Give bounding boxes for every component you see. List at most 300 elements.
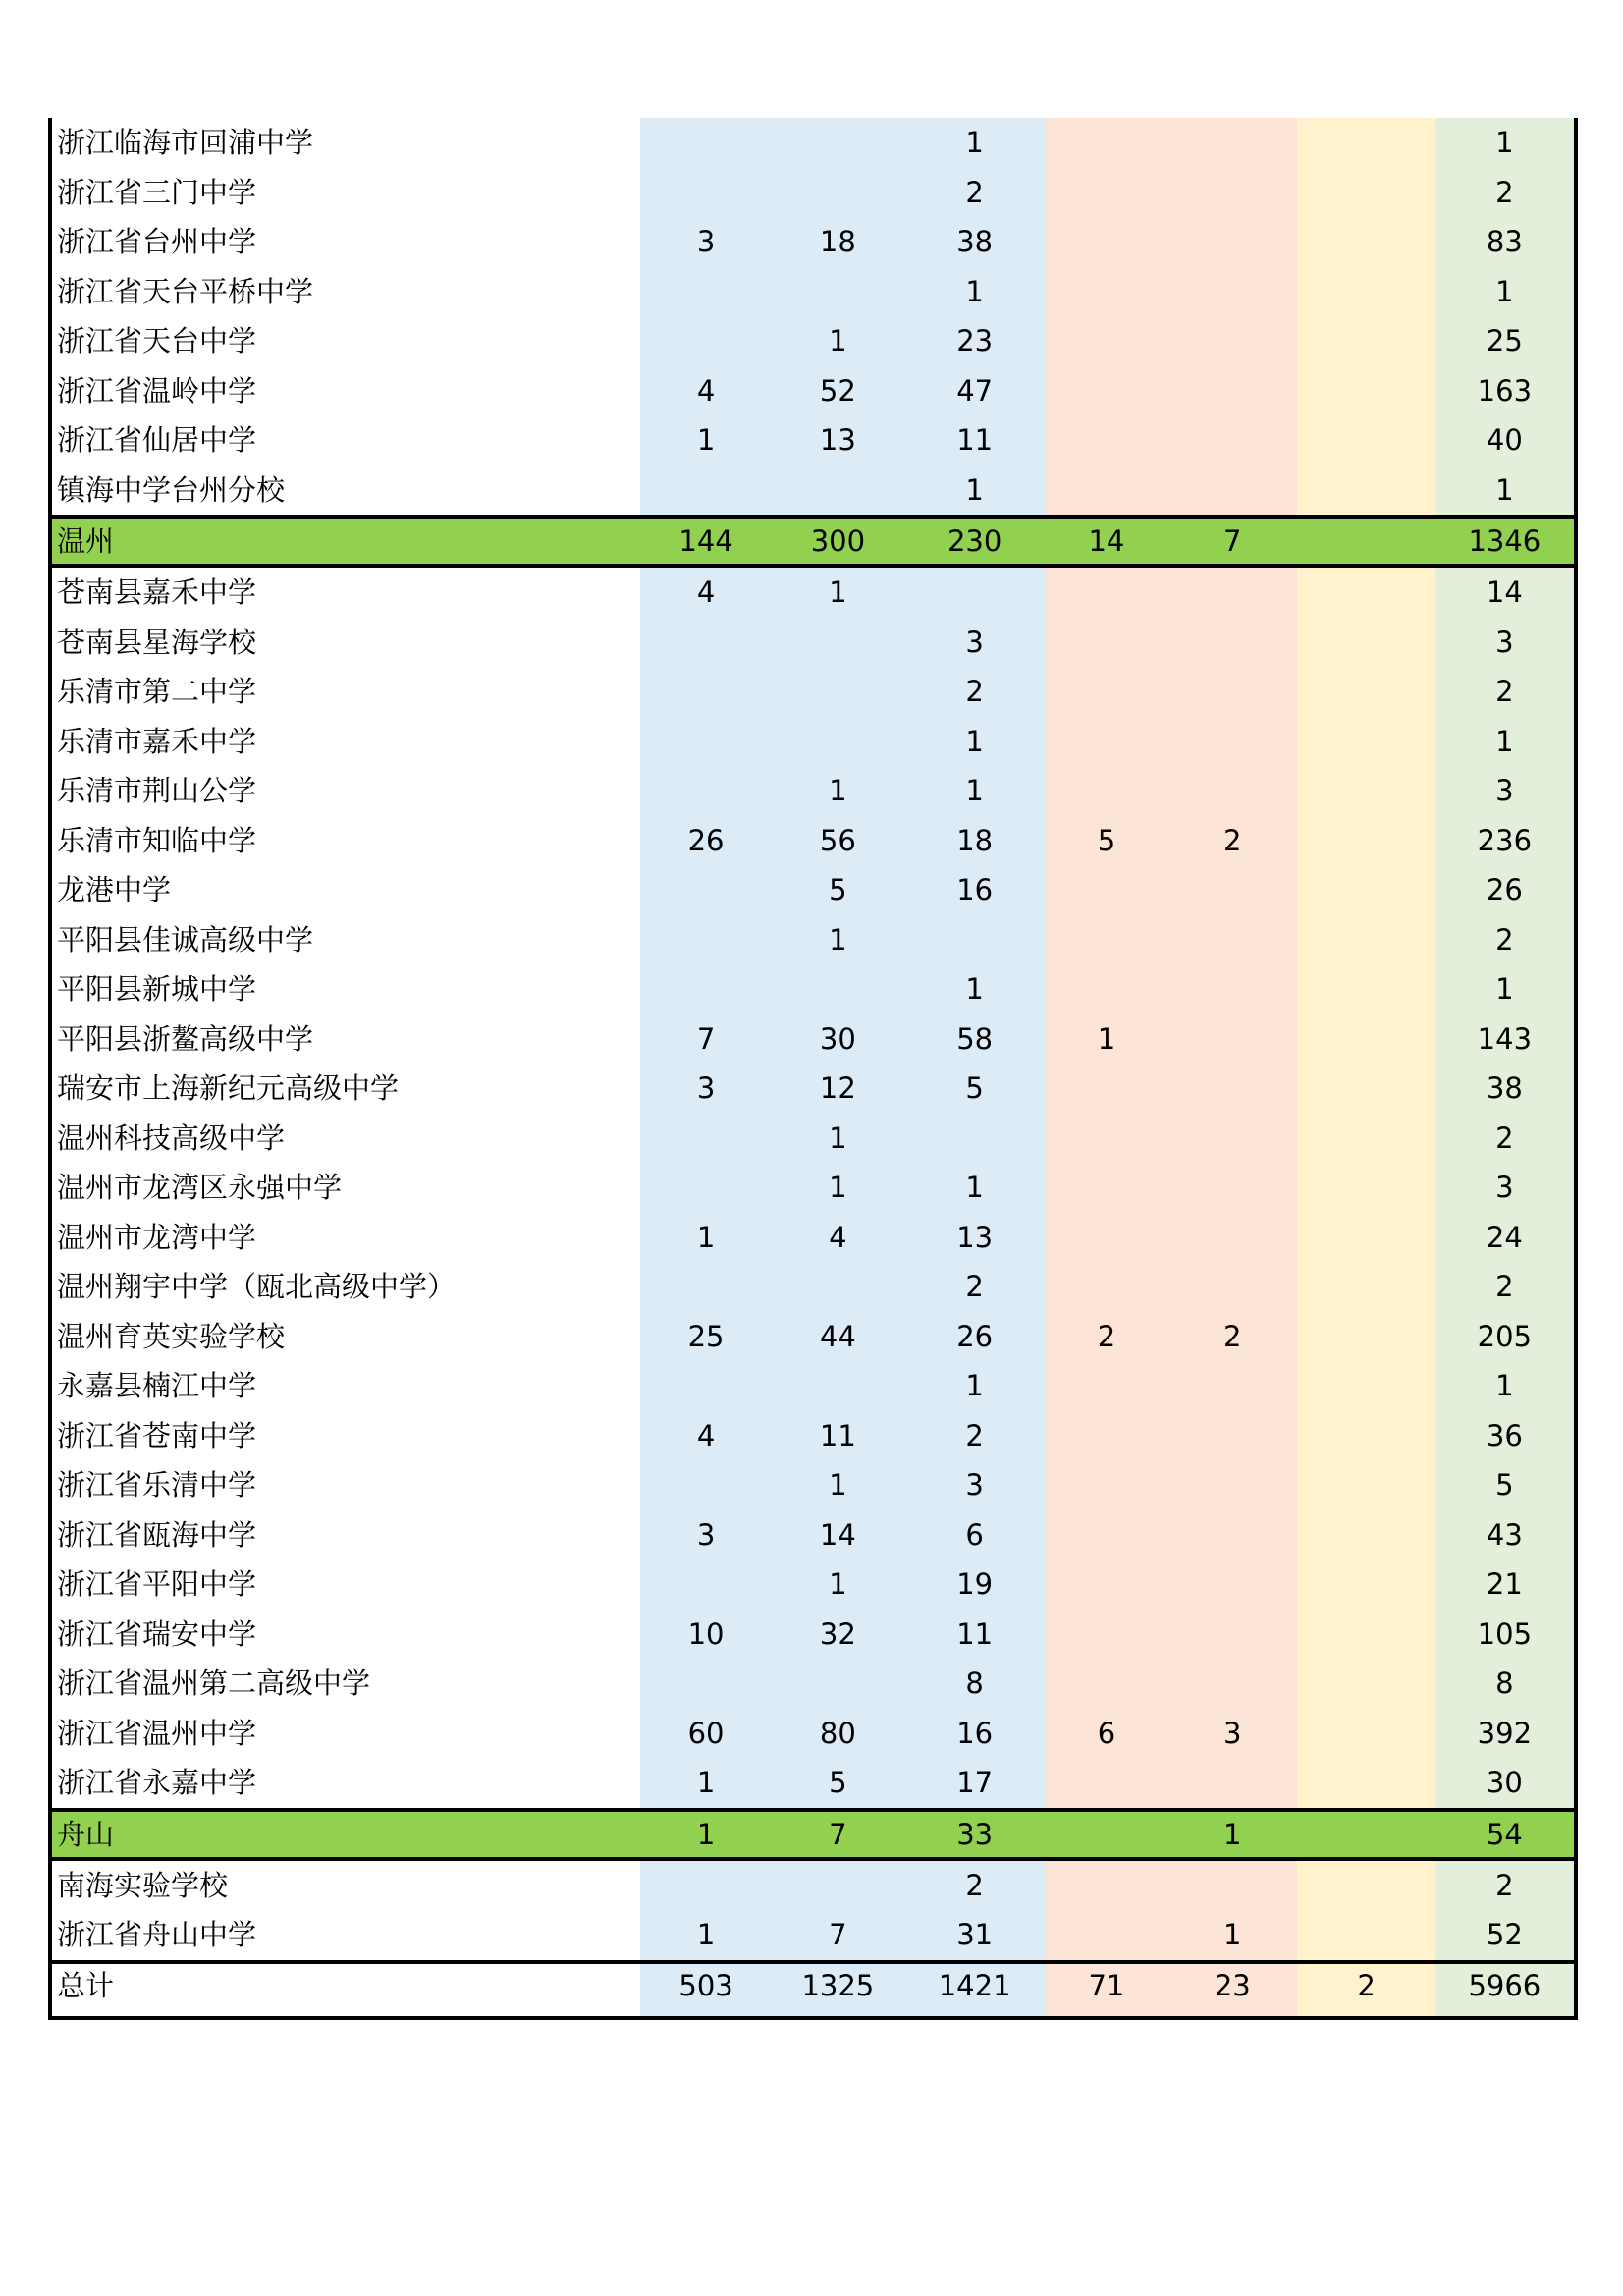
- value-cell: [1167, 717, 1297, 767]
- value-cell: [1046, 168, 1167, 218]
- value-cell: 1: [640, 1910, 772, 1960]
- value-cell: 71: [1046, 1964, 1167, 2016]
- value-cell: [640, 1861, 772, 1911]
- value-cell: 44: [772, 1312, 903, 1362]
- value-cell: [904, 1114, 1046, 1164]
- value-cell: [1167, 168, 1297, 218]
- value-cell: 38: [904, 217, 1046, 267]
- value-cell: 3: [904, 618, 1046, 668]
- value-cell: [1046, 618, 1167, 668]
- school-name: 温州市龙湾区永强中学: [57, 1171, 343, 1204]
- value-cell: 1: [772, 1114, 903, 1164]
- value-cell: [1167, 1559, 1297, 1610]
- value-cell: 1: [904, 118, 1046, 168]
- value-cell: [1297, 1312, 1434, 1362]
- table-row: [52, 915, 1574, 965]
- value-cell: 60: [640, 1709, 772, 1759]
- region-name: 舟山: [52, 1812, 640, 1857]
- school-name: 浙江省三门中学: [57, 175, 257, 209]
- value-cell: [1297, 1758, 1434, 1808]
- value-cell: [1167, 766, 1297, 816]
- value-cell: [1297, 1559, 1434, 1610]
- value-cell: [1297, 717, 1434, 767]
- value-cell: 2: [904, 667, 1046, 717]
- school-name: 瑞安市上海新纪元高级中学: [57, 1071, 400, 1105]
- value-cell: 4: [772, 1213, 903, 1263]
- value-cell: 17: [904, 1758, 1046, 1808]
- school-name: 镇海中学台州分校: [57, 472, 286, 507]
- school-name: 浙江省乐清中学: [57, 1468, 257, 1502]
- table-row: [52, 1559, 1574, 1610]
- value-cell: 13: [904, 1213, 1046, 1263]
- value-cell: 4: [640, 1411, 772, 1461]
- value-cell: [1046, 465, 1167, 516]
- value-cell: 12: [772, 1064, 903, 1114]
- value-cell: [1046, 667, 1167, 717]
- value-cell: 1: [1435, 118, 1574, 168]
- value-cell: 1: [1435, 465, 1574, 516]
- value-cell: [1046, 1910, 1167, 1960]
- school-name: 乐清市第二中学: [57, 675, 257, 708]
- value-cell: 1: [772, 1559, 903, 1610]
- table-row: [52, 465, 1574, 516]
- value-cell: [1046, 415, 1167, 465]
- school-name: 温州市龙湾中学: [57, 1220, 257, 1254]
- school-name: 平阳县新城中学: [57, 972, 257, 1006]
- value-cell: [1046, 267, 1167, 317]
- value-cell: 14: [1046, 519, 1167, 564]
- value-cell: [772, 1659, 903, 1709]
- value-cell: 5: [1046, 816, 1167, 866]
- value-cell: [1297, 1114, 1434, 1164]
- value-cell: [640, 1460, 772, 1510]
- value-cell: 58: [904, 1014, 1046, 1065]
- value-cell: 1: [772, 568, 903, 618]
- value-cell: 2: [1167, 1312, 1297, 1362]
- school-name: 温州翔宇中学（瓯北高级中学）: [57, 1270, 457, 1303]
- school-name: 乐清市荆山公学: [57, 774, 257, 807]
- value-cell: [1046, 964, 1167, 1014]
- value-cell: 26: [904, 1312, 1046, 1362]
- value-cell: [1297, 964, 1434, 1014]
- value-cell: 1325: [772, 1964, 903, 2016]
- value-cell: 1: [904, 717, 1046, 767]
- value-cell: 56: [772, 816, 903, 866]
- value-cell: [1167, 1114, 1297, 1164]
- value-cell: 1: [640, 1213, 772, 1263]
- value-cell: 392: [1435, 1709, 1574, 1759]
- value-cell: 2: [1435, 1861, 1574, 1911]
- value-cell: 2: [904, 1861, 1046, 1911]
- value-cell: [772, 1361, 903, 1411]
- table-row: [52, 1510, 1574, 1560]
- value-cell: [1167, 1163, 1297, 1213]
- school-name: 温州科技高级中学: [57, 1121, 286, 1155]
- school-name: 平阳县浙鳌高级中学: [57, 1021, 314, 1056]
- value-cell: [1167, 1411, 1297, 1461]
- table-row: [52, 1861, 1574, 1911]
- value-cell: 13: [772, 415, 903, 465]
- value-cell: 7: [640, 1014, 772, 1065]
- value-cell: 5: [904, 1064, 1046, 1114]
- value-cell: 25: [1435, 316, 1574, 366]
- value-cell: [1297, 1510, 1434, 1560]
- value-cell: 2: [1167, 816, 1297, 866]
- value-cell: [1046, 1812, 1167, 1857]
- value-cell: [1046, 1610, 1167, 1660]
- school-name: 浙江省温州中学: [57, 1716, 257, 1750]
- value-cell: [1297, 1361, 1434, 1411]
- value-cell: 2: [1435, 1262, 1574, 1312]
- table-row: [52, 568, 1574, 618]
- value-cell: 1: [904, 766, 1046, 816]
- school-name: 南海实验学校: [57, 1868, 229, 1902]
- value-cell: 5: [772, 865, 903, 915]
- value-cell: [772, 964, 903, 1014]
- value-cell: 83: [1435, 217, 1574, 267]
- value-cell: [640, 964, 772, 1014]
- value-cell: [1167, 267, 1297, 317]
- value-cell: [1297, 1163, 1434, 1213]
- region-row: [52, 515, 1574, 568]
- value-cell: 2: [1435, 667, 1574, 717]
- value-cell: [904, 915, 1046, 965]
- value-cell: 2: [1297, 1964, 1434, 2016]
- value-cell: [772, 1861, 903, 1911]
- value-cell: 25: [640, 1312, 772, 1362]
- value-cell: [1297, 415, 1434, 465]
- value-cell: 30: [1435, 1758, 1574, 1808]
- value-cell: [1046, 568, 1167, 618]
- value-cell: [640, 1262, 772, 1312]
- value-cell: 30: [772, 1014, 903, 1065]
- value-cell: [1297, 168, 1434, 218]
- value-cell: [1167, 568, 1297, 618]
- value-cell: 23: [904, 316, 1046, 366]
- school-name: 永嘉县楠江中学: [57, 1369, 257, 1402]
- value-cell: 236: [1435, 816, 1574, 866]
- value-cell: [1167, 217, 1297, 267]
- value-cell: 1: [1167, 1910, 1297, 1960]
- value-cell: [1297, 1064, 1434, 1114]
- value-cell: 3: [640, 217, 772, 267]
- value-cell: [640, 618, 772, 668]
- value-cell: [1297, 519, 1434, 564]
- value-cell: 7: [1167, 519, 1297, 564]
- value-cell: 38: [1435, 1064, 1574, 1114]
- value-cell: 31: [904, 1910, 1046, 1960]
- value-cell: [1167, 1064, 1297, 1114]
- admission-table: [48, 118, 1578, 2020]
- value-cell: [1297, 667, 1434, 717]
- value-cell: 2: [904, 1262, 1046, 1312]
- table-row: [52, 618, 1574, 668]
- value-cell: 33: [904, 1812, 1046, 1857]
- value-cell: 1: [1435, 717, 1574, 767]
- value-cell: [1167, 1861, 1297, 1911]
- value-cell: [1297, 1812, 1434, 1857]
- value-cell: [1046, 366, 1167, 416]
- value-cell: [1167, 1758, 1297, 1808]
- value-cell: [1297, 1411, 1434, 1461]
- table-row: [52, 1910, 1574, 1960]
- value-cell: 32: [772, 1610, 903, 1660]
- school-name: 浙江省瓯海中学: [57, 1517, 257, 1552]
- value-cell: [1046, 1510, 1167, 1560]
- value-cell: [1167, 1262, 1297, 1312]
- value-cell: [1167, 1361, 1297, 1411]
- value-cell: 1: [772, 1163, 903, 1213]
- school-name: 浙江省苍南中学: [57, 1418, 257, 1452]
- value-cell: [1167, 865, 1297, 915]
- value-cell: [640, 1361, 772, 1411]
- value-cell: [1297, 766, 1434, 816]
- value-cell: 14: [772, 1510, 903, 1560]
- value-cell: [1167, 366, 1297, 416]
- table-row: [52, 366, 1574, 416]
- school-name: 苍南县星海学校: [57, 625, 257, 659]
- value-cell: [772, 267, 903, 317]
- school-name: 温州育英实验学校: [57, 1319, 286, 1353]
- value-cell: 5: [1435, 1460, 1574, 1510]
- value-cell: 3: [1167, 1709, 1297, 1759]
- value-cell: [1046, 118, 1167, 168]
- value-cell: 5: [772, 1758, 903, 1808]
- value-cell: [1167, 1659, 1297, 1709]
- value-cell: [772, 717, 903, 767]
- value-cell: 300: [772, 519, 903, 564]
- value-cell: [1046, 1064, 1167, 1114]
- value-cell: [1297, 267, 1434, 317]
- value-cell: [1046, 1163, 1167, 1213]
- value-cell: 7: [772, 1812, 903, 1857]
- value-cell: 6: [1046, 1709, 1167, 1759]
- value-cell: [1297, 1910, 1434, 1960]
- school-name: 浙江省瑞安中学: [57, 1616, 257, 1651]
- value-cell: 5966: [1435, 1964, 1574, 2016]
- school-name: 平阳县佳诚高级中学: [57, 922, 314, 957]
- table-row: [52, 1460, 1574, 1510]
- value-cell: 1: [1046, 1014, 1167, 1065]
- school-name: 浙江省温岭中学: [57, 373, 257, 408]
- value-cell: [1046, 1758, 1167, 1808]
- value-cell: 1: [772, 915, 903, 965]
- value-cell: 24: [1435, 1213, 1574, 1263]
- value-cell: [640, 1163, 772, 1213]
- value-cell: [640, 1659, 772, 1709]
- value-cell: 16: [904, 1709, 1046, 1759]
- value-cell: [1167, 667, 1297, 717]
- value-cell: [1167, 316, 1297, 366]
- table-row: [52, 717, 1574, 767]
- value-cell: 4: [640, 366, 772, 416]
- school-name: 乐清市嘉禾中学: [57, 724, 257, 758]
- value-cell: 105: [1435, 1610, 1574, 1660]
- value-cell: [1046, 1262, 1167, 1312]
- value-cell: 52: [1435, 1910, 1574, 1960]
- value-cell: 144: [640, 519, 772, 564]
- value-cell: [1297, 316, 1434, 366]
- value-cell: 23: [1167, 1964, 1297, 2016]
- table-row: [52, 1659, 1574, 1709]
- value-cell: 143: [1435, 1014, 1574, 1065]
- value-cell: [1167, 415, 1297, 465]
- value-cell: [1297, 816, 1434, 866]
- value-cell: [1297, 1709, 1434, 1759]
- value-cell: [1297, 618, 1434, 668]
- value-cell: 230: [904, 519, 1046, 564]
- value-cell: 205: [1435, 1312, 1574, 1362]
- table-row: [52, 316, 1574, 366]
- table-row: [52, 766, 1574, 816]
- value-cell: 6: [904, 1510, 1046, 1560]
- value-cell: [1046, 915, 1167, 965]
- value-cell: [1046, 316, 1167, 366]
- value-cell: 7: [772, 1910, 903, 1960]
- table-row: [52, 667, 1574, 717]
- table-row: [52, 1213, 1574, 1263]
- value-cell: 2: [1435, 168, 1574, 218]
- value-cell: [640, 865, 772, 915]
- school-name: 浙江临海市回浦中学: [57, 126, 314, 159]
- value-cell: [1046, 717, 1167, 767]
- table-row: [52, 1114, 1574, 1164]
- value-cell: [640, 766, 772, 816]
- school-name: 浙江省温州第二高级中学: [57, 1667, 371, 1700]
- value-cell: [1297, 915, 1434, 965]
- value-cell: [1167, 618, 1297, 668]
- value-cell: 54: [1435, 1812, 1574, 1857]
- value-cell: [640, 1114, 772, 1164]
- value-cell: 1346: [1435, 519, 1574, 564]
- school-name: 浙江省平阳中学: [57, 1567, 257, 1601]
- value-cell: [1297, 465, 1434, 516]
- value-cell: [1046, 1114, 1167, 1164]
- table-row: [52, 415, 1574, 465]
- value-cell: [772, 1262, 903, 1312]
- value-cell: 26: [640, 816, 772, 866]
- value-cell: [1297, 217, 1434, 267]
- table-row: [52, 1163, 1574, 1213]
- value-cell: [1046, 1411, 1167, 1461]
- value-cell: [1046, 766, 1167, 816]
- value-cell: 10: [640, 1610, 772, 1660]
- value-cell: [1297, 118, 1434, 168]
- value-cell: [1167, 964, 1297, 1014]
- value-cell: 1421: [904, 1964, 1046, 2016]
- value-cell: [1167, 1014, 1297, 1065]
- school-name: 龙港中学: [57, 873, 172, 906]
- table-row: [52, 1411, 1574, 1461]
- table-row: [52, 1014, 1574, 1065]
- value-cell: [1046, 1361, 1167, 1411]
- value-cell: [640, 717, 772, 767]
- value-cell: [640, 267, 772, 317]
- value-cell: 4: [640, 568, 772, 618]
- value-cell: [1046, 217, 1167, 267]
- value-cell: 163: [1435, 366, 1574, 416]
- value-cell: [1167, 1610, 1297, 1660]
- value-cell: 26: [1435, 865, 1574, 915]
- value-cell: [1046, 1460, 1167, 1510]
- table-row: [52, 267, 1574, 317]
- value-cell: 40: [1435, 415, 1574, 465]
- value-cell: [1167, 465, 1297, 516]
- value-cell: 8: [904, 1659, 1046, 1709]
- value-cell: [1297, 1610, 1434, 1660]
- value-cell: [1297, 568, 1434, 618]
- value-cell: [772, 667, 903, 717]
- value-cell: 1: [640, 1812, 772, 1857]
- value-cell: 1: [904, 1163, 1046, 1213]
- value-cell: 1: [640, 415, 772, 465]
- value-cell: 2: [1435, 915, 1574, 965]
- value-cell: 2: [1046, 1312, 1167, 1362]
- value-cell: 1: [1435, 267, 1574, 317]
- value-cell: 3: [1435, 766, 1574, 816]
- value-cell: [1297, 1014, 1434, 1065]
- value-cell: [1297, 1861, 1434, 1911]
- school-name: 浙江省永嘉中学: [57, 1766, 257, 1799]
- value-cell: 3: [640, 1510, 772, 1560]
- value-cell: [772, 168, 903, 218]
- school-name: 浙江省仙居中学: [57, 423, 257, 457]
- value-cell: 1: [904, 964, 1046, 1014]
- value-cell: 3: [1435, 618, 1574, 668]
- value-cell: 36: [1435, 1411, 1574, 1461]
- value-cell: [640, 667, 772, 717]
- value-cell: 18: [772, 217, 903, 267]
- value-cell: 14: [1435, 568, 1574, 618]
- table-row: [52, 168, 1574, 218]
- value-cell: 2: [1435, 1114, 1574, 1164]
- value-cell: 1: [904, 465, 1046, 516]
- total-label: 总计: [52, 1964, 640, 2016]
- value-cell: 3: [1435, 1163, 1574, 1213]
- school-name: 浙江省天台中学: [57, 324, 257, 357]
- value-cell: 1: [904, 267, 1046, 317]
- value-cell: [772, 118, 903, 168]
- value-cell: 19: [904, 1559, 1046, 1610]
- table-row: [52, 1064, 1574, 1114]
- value-cell: [1297, 1659, 1434, 1709]
- value-cell: 11: [904, 415, 1046, 465]
- value-cell: 2: [904, 1411, 1046, 1461]
- value-cell: [1046, 1213, 1167, 1263]
- table-row: [52, 816, 1574, 866]
- value-cell: 80: [772, 1709, 903, 1759]
- value-cell: 1: [772, 316, 903, 366]
- value-cell: [1046, 1559, 1167, 1610]
- value-cell: 1: [772, 1460, 903, 1510]
- value-cell: [1046, 1659, 1167, 1709]
- value-cell: 47: [904, 366, 1046, 416]
- value-cell: [1297, 1460, 1434, 1510]
- table-row: [52, 1709, 1574, 1759]
- value-cell: 43: [1435, 1510, 1574, 1560]
- value-cell: 1: [640, 1758, 772, 1808]
- value-cell: [1167, 1510, 1297, 1560]
- value-cell: 2: [904, 168, 1046, 218]
- region-row: [52, 1808, 1574, 1861]
- school-name: 浙江省台州中学: [57, 225, 257, 258]
- value-cell: 52: [772, 366, 903, 416]
- value-cell: [640, 118, 772, 168]
- school-name: 浙江省舟山中学: [57, 1918, 257, 1951]
- table-row: [52, 217, 1574, 267]
- value-cell: [640, 1559, 772, 1610]
- value-cell: 11: [904, 1610, 1046, 1660]
